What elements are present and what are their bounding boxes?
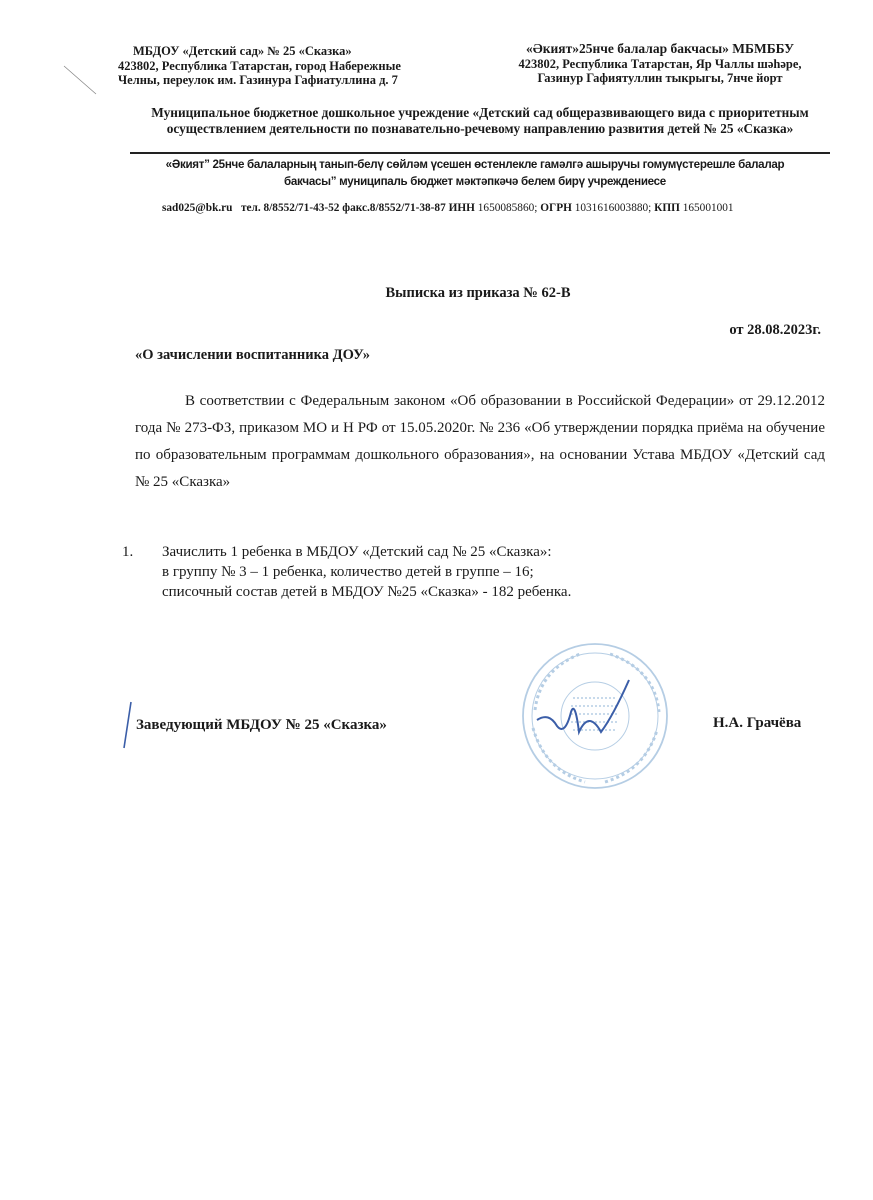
preamble-text: В соответствии с Федеральным законом «Об образовании в Российской Федерации» от 29.12.2012 года № 273-ФЗ, приказом МО и Н РФ от 15.05.2020г. № 236 «Об утверждении порядка приёма на обучение по образовательным программам дошкольного образования», на основании Устава МБДОУ «Детский сад № 25 «Сказка» <box>135 393 825 490</box>
contact-kpp: 165001001 <box>682 202 734 214</box>
contact-phones: тел. 8/8552/71-43-52 факс.8/8552/71-38-87 <box>240 202 446 214</box>
document-subject: «О зачислении воспитанника ДОУ» <box>135 347 371 363</box>
corner-scan-mark <box>60 60 100 100</box>
institution-full-name: Муниципальное бюджетное дошкольное учреждение «Детский сад общеразвивающего вида с приоритетным осуществлением деятельности по познавательно-речевому направлению развития детей № 25 «Сказка» <box>151 105 809 136</box>
order-item-lines <box>162 542 722 602</box>
header-right-line3: Газинур Гафиятуллин тыкрыгы, 7нче йорт <box>537 71 783 85</box>
preamble-paragraph <box>135 388 825 496</box>
contact-line <box>162 202 734 214</box>
contact-inn-label: ИНН <box>448 202 475 214</box>
signatory-title: Заведующий МБДОУ № 25 «Сказка» <box>136 717 387 733</box>
header-right-line2: 423802, Республика Татарстан, Яр Чаллы шәһәре, <box>518 56 802 71</box>
contact-email: sad025@bk.ru <box>162 202 233 214</box>
margin-pen-mark <box>120 700 134 750</box>
order-item-number: 1. <box>122 544 134 560</box>
header-right-line1: «Әкият»25нче балалар бакчасы» МБМББУ <box>526 41 794 56</box>
header-left-address <box>118 44 478 88</box>
order-item-line: Зачислить 1 ребенка в МБДОУ «Детский сад № 25 «Сказка»: <box>162 544 552 560</box>
order-item-line: списочный состав детей в МБДОУ №25 «Сказка» - 182 ребенка. <box>162 584 572 600</box>
contact-ogrn: 1031616003880; <box>574 202 652 214</box>
document-title: Выписка из приказа № 62-В <box>385 285 571 301</box>
header-left-line3: Челны, переулок им. Газинура Гафиатуллина д. 7 <box>118 73 398 87</box>
institution-tatar-name: «Әкият” 25нче балаларның танып-белү сөйләм үсешен өстенлекле гамәлгә ашыручы гомумүстерешле балалар бакчасы” муниципаль бюджет мәктәпкәчә белем бирү учреждениесе <box>165 158 785 188</box>
header-left-line1: МБДОУ «Детский сад» № 25 «Сказка» <box>133 44 352 58</box>
contact-kpp-label: КПП <box>654 202 680 214</box>
official-stamp <box>505 640 680 795</box>
header-left-line2: 423802, Республика Татарстан, город Набережные <box>118 58 401 73</box>
document-date: от 28.08.2023г. <box>729 322 821 338</box>
order-item-line: в группу № 3 – 1 ребенка, количество детей в группе – 16; <box>162 564 534 580</box>
header-divider <box>130 152 830 154</box>
contact-inn: 1650085860; <box>477 202 538 214</box>
contact-ogrn-label: ОГРН <box>540 202 572 214</box>
signatory-name: Н.А. Грачёва <box>713 715 802 731</box>
header-right-address <box>490 42 830 86</box>
